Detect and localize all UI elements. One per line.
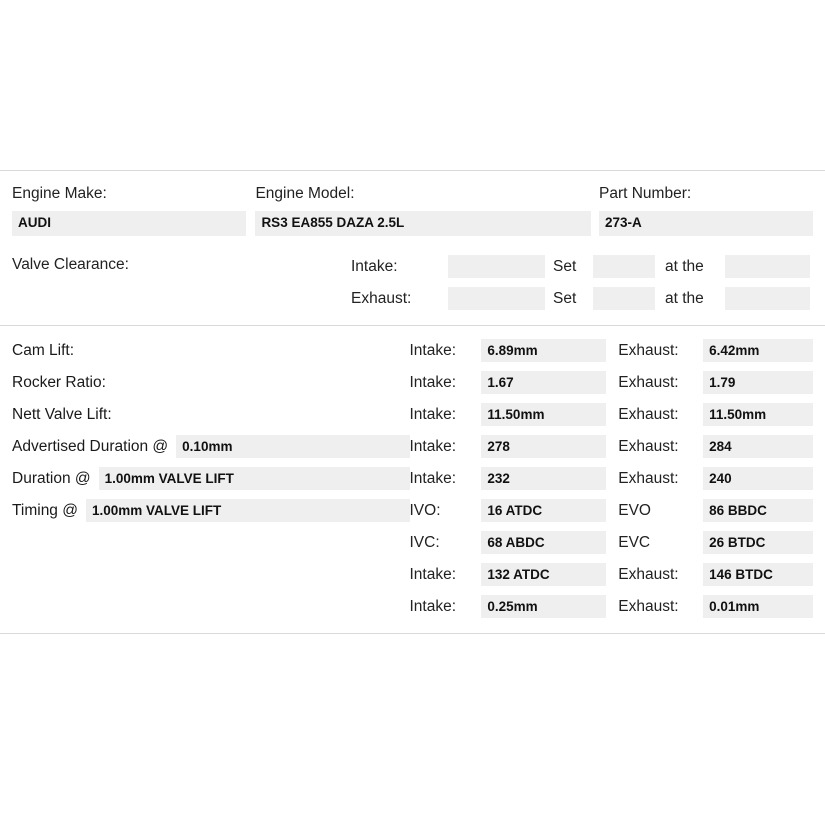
valve-clearance-exhaust-at-value[interactable]	[725, 287, 810, 310]
spec-row-label-wrap	[12, 499, 410, 522]
spec-right-value-wrap	[703, 595, 813, 618]
spec-row-label-wrap	[12, 435, 410, 458]
spec-label: Rocker Ratio:	[12, 373, 106, 391]
spec-mid-label-ivc: IVC:	[409, 533, 440, 551]
spec-suffix-value[interactable]: 1.00mm VALVE LIFT	[86, 499, 410, 522]
engine-model-value[interactable]: RS3 EA855 DAZA 2.5L	[255, 211, 591, 236]
spec-suffix-wrap	[99, 467, 410, 490]
engine-make-label: Engine Make:	[12, 185, 107, 202]
spec-row-duration	[12, 466, 813, 491]
spec-mid-value[interactable]: 132 ATDC	[481, 563, 606, 586]
valve-clearance-exhaust-set-label: Set	[553, 289, 577, 307]
spec-label: Nett Valve Lift:	[12, 405, 112, 423]
spec-mid-label: Intake:	[409, 565, 457, 583]
spec-mid-label: Intake:	[409, 469, 457, 487]
valve-clearance-rows	[351, 254, 813, 311]
valve-clearance-row-exhaust	[351, 286, 813, 311]
spec-right-label: Exhaust:	[618, 469, 679, 487]
spec-right-value[interactable]: 284	[703, 435, 813, 458]
part-number-field	[599, 185, 813, 236]
spec-mid-value-wrap	[481, 371, 606, 394]
valve-clearance-intake-set-label: Set	[553, 257, 577, 275]
spec-row-nett-valve-lift	[12, 402, 813, 427]
engine-make-field	[12, 185, 255, 236]
divider-bottom	[0, 633, 825, 634]
spec-row-ivc-evc	[12, 530, 813, 555]
spec-mid-value-wrap	[481, 595, 606, 618]
spec-suffix-wrap	[176, 435, 409, 458]
spec-label: Cam Lift:	[12, 341, 75, 359]
spec-mid-value-ivo[interactable]: 16 ATDC	[481, 499, 606, 522]
spec-right-label-evo: EVO	[618, 501, 651, 519]
spec-row-label-wrap	[12, 342, 410, 360]
spec-label: Timing @	[12, 501, 78, 519]
spec-suffix-value[interactable]: 1.00mm VALVE LIFT	[99, 467, 410, 490]
spec-row-peak-timing	[12, 562, 813, 587]
spec-mid-label-ivo: IVO:	[409, 501, 441, 519]
spec-right-value-wrap	[703, 339, 813, 362]
spec-right-label-evc: EVC	[618, 533, 651, 551]
spec-right-value[interactable]: 11.50mm	[703, 403, 813, 426]
spec-mid-label: Intake:	[409, 405, 457, 423]
spec-right-value-wrap	[703, 403, 813, 426]
spec-right-value-wrap	[703, 499, 813, 522]
valve-clearance-exhaust-value[interactable]	[448, 287, 545, 310]
spec-right-value[interactable]: 0.01mm	[703, 595, 813, 618]
spec-right-value-wrap	[703, 531, 813, 554]
spec-row-advertised-duration	[12, 434, 813, 459]
spec-right-label: Exhaust:	[618, 373, 679, 391]
spec-row-cam-lift	[12, 338, 813, 363]
spec-right-label: Exhaust:	[618, 437, 679, 455]
spec-table	[0, 326, 825, 633]
spec-mid-value-wrap	[481, 467, 606, 490]
spec-mid-value-wrap	[481, 435, 606, 458]
spec-mid-value-ivc[interactable]: 68 ABDC	[481, 531, 606, 554]
spec-mid-value[interactable]: 11.50mm	[481, 403, 606, 426]
valve-clearance-exhaust-label: Exhaust:	[351, 289, 412, 307]
spec-right-value-evc[interactable]: 26 BTDC	[703, 531, 813, 554]
cam-spec-sheet	[0, 170, 825, 634]
spec-mid-value[interactable]: 6.89mm	[481, 339, 606, 362]
spec-right-label: Exhaust:	[618, 597, 679, 615]
spec-right-value[interactable]: 146 BTDC	[703, 563, 813, 586]
identification-row	[0, 171, 825, 240]
spec-mid-value[interactable]: 232	[481, 467, 606, 490]
spec-row-lash	[12, 594, 813, 619]
spec-right-value[interactable]: 240	[703, 467, 813, 490]
spec-mid-label: Intake:	[409, 437, 457, 455]
valve-clearance-intake-at-label: at the	[665, 257, 704, 275]
spec-right-value-wrap	[703, 435, 813, 458]
spec-right-label: Exhaust:	[618, 341, 679, 359]
spec-right-label: Exhaust:	[618, 565, 679, 583]
spec-mid-value[interactable]: 0.25mm	[481, 595, 606, 618]
spec-mid-value[interactable]: 1.67	[481, 371, 606, 394]
valve-clearance-exhaust-at-label: at the	[665, 289, 704, 307]
spec-right-value-evo[interactable]: 86 BBDC	[703, 499, 813, 522]
spec-row-label-wrap	[12, 374, 410, 392]
spec-row-label-wrap	[12, 406, 410, 424]
valve-clearance-exhaust-set-value[interactable]	[593, 287, 655, 310]
spec-right-value-wrap	[703, 371, 813, 394]
spec-suffix-value[interactable]: 0.10mm	[176, 435, 409, 458]
spec-mid-value-wrap	[481, 403, 606, 426]
spec-mid-label: Intake:	[409, 597, 457, 615]
engine-make-value[interactable]: AUDI	[12, 211, 246, 236]
engine-model-field	[255, 185, 599, 236]
spec-mid-value-wrap	[481, 499, 606, 522]
spec-right-value-wrap	[703, 563, 813, 586]
spec-row-label-wrap	[12, 467, 410, 490]
spec-mid-value-wrap	[481, 339, 606, 362]
spec-label: Advertised Duration @	[12, 437, 169, 455]
valve-clearance-intake-value[interactable]	[448, 255, 545, 278]
valve-clearance-title-wrap	[12, 254, 351, 311]
spec-suffix-wrap	[86, 499, 410, 522]
spec-mid-value-wrap	[481, 563, 606, 586]
part-number-value[interactable]: 273-A	[599, 211, 813, 236]
spec-right-value[interactable]: 6.42mm	[703, 339, 813, 362]
spec-mid-label: Intake:	[409, 373, 457, 391]
valve-clearance-intake-set-value[interactable]	[593, 255, 655, 278]
valve-clearance-section	[0, 240, 825, 325]
spec-label: Duration @	[12, 469, 91, 487]
spec-right-value-wrap	[703, 467, 813, 490]
valve-clearance-title: Valve Clearance:	[12, 256, 129, 273]
spec-mid-value[interactable]: 278	[481, 435, 606, 458]
spec-mid-label: Intake:	[409, 341, 457, 359]
spec-right-label: Exhaust:	[618, 405, 679, 423]
part-number-label: Part Number:	[599, 185, 692, 202]
engine-model-label: Engine Model:	[255, 185, 355, 202]
spec-right-value[interactable]: 1.79	[703, 371, 813, 394]
valve-clearance-row-intake	[351, 254, 813, 279]
valve-clearance-intake-at-value[interactable]	[725, 255, 810, 278]
valve-clearance-intake-label: Intake:	[351, 257, 398, 275]
spec-mid-value-wrap	[481, 531, 606, 554]
spec-row-rocker-ratio	[12, 370, 813, 395]
spec-row-timing	[12, 498, 813, 523]
